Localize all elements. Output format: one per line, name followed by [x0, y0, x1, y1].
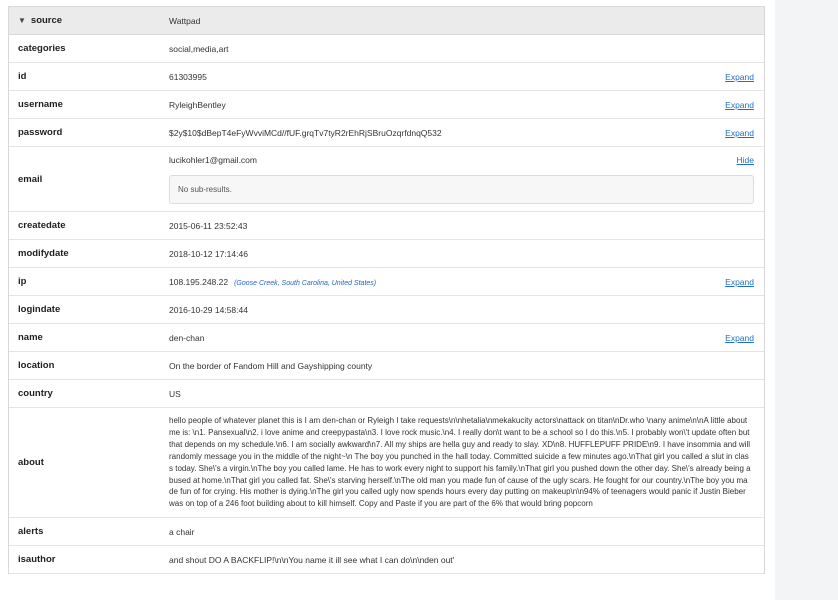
- expand-link[interactable]: Expand: [725, 71, 754, 82]
- field-value: 2016-10-29 14:58:44: [169, 304, 248, 315]
- field-label: id: [18, 71, 27, 82]
- field-value: social,media,art: [169, 43, 229, 54]
- field-label: location: [18, 360, 55, 371]
- field-label: categories: [18, 43, 66, 54]
- field-label: logindate: [18, 304, 61, 315]
- subresults-panel: [169, 175, 754, 204]
- field-value: 61303995: [169, 71, 207, 82]
- field-label: modifydate: [18, 248, 69, 259]
- source-header-row[interactable]: [9, 7, 764, 35]
- row-username: [9, 91, 764, 119]
- row-id: [9, 63, 764, 91]
- record-table: [8, 6, 765, 574]
- source-label: source: [30, 15, 63, 26]
- field-label: name: [18, 332, 43, 343]
- source-key[interactable]: [9, 15, 169, 26]
- hide-link[interactable]: Hide: [736, 154, 754, 165]
- field-value: lucikohler1@gmail.com: [169, 154, 257, 165]
- expand-link[interactable]: Expand: [725, 332, 754, 343]
- email-block: [169, 148, 764, 211]
- expand-link[interactable]: Expand: [725, 99, 754, 110]
- field-label: password: [18, 127, 63, 138]
- field-label: createdate: [18, 220, 66, 231]
- row-modifydate: [9, 240, 764, 268]
- field-value: On the border of Fandom Hill and Gayshipping county: [169, 360, 373, 371]
- field-value: 2015-06-11 23:52:43: [169, 220, 248, 231]
- field-label: username: [18, 99, 63, 110]
- field-value: RyleighBentley: [169, 99, 226, 110]
- row-logindate: [9, 296, 764, 324]
- field-label: email: [18, 173, 43, 185]
- field-value: 108.195.248.22: [169, 276, 229, 287]
- row-createdate: [9, 212, 764, 240]
- row-name: [9, 324, 764, 352]
- field-value: US: [169, 388, 181, 399]
- subresults-text: No sub-results.: [178, 184, 232, 194]
- field-value: 2018-10-12 17:14:46: [169, 248, 248, 259]
- row-about: [9, 408, 764, 518]
- row-country: [9, 380, 764, 408]
- right-gutter: [775, 0, 838, 600]
- collapse-caret-icon[interactable]: ▼: [18, 16, 26, 25]
- row-location: [9, 352, 764, 380]
- source-value: Wattpad: [169, 15, 201, 26]
- row-ip: [9, 268, 764, 296]
- row-password: [9, 119, 764, 147]
- field-value: a chair: [169, 526, 195, 537]
- field-value: den-chan: [169, 332, 205, 343]
- field-label: isauthor: [18, 554, 56, 566]
- row-email: [9, 147, 764, 212]
- expand-link[interactable]: Expand: [725, 276, 754, 287]
- field-label: alerts: [18, 526, 44, 538]
- field-value: and shout DO A BACKFLIP!\n\nYou name it ill see what I can do\n\nden out': [169, 554, 455, 565]
- ip-geolocation: (Goose Creek, South Carolina, United States): [234, 279, 377, 287]
- row-alerts: [9, 518, 764, 546]
- field-label: ip: [18, 276, 27, 287]
- row-isauthor: [9, 546, 764, 574]
- about-text: hello people of whatever planet this is I am den-chan or Ryleigh I take requests\n\nhetalia\nmekakucity actors\nattack on titan\nDr.who \nany anime\n\nA little about me is: \n1. Pansexual\n2. i love anime and creepypasta\n3. I love rock music.\n4. I really don\t want to be a school so I do this.\n5. I probably won\'t update often but that depends on my schedule.\n6. I am socially awkward\n7. All my ships are hella guy and ready to slay. XD\n8. HUFFLEPUFF PRIDE\n9. I have insommia and will randomly message you in the middle of the night~\n The boy you punched in the hall today. Committed suicide a few minutes ago.\nThat girl you called a slut in class today. She\'s a virgin.\nThe boy you called lame. He has to work every night to support his family.\nThat girl you pushed down the other day. She\'s already being abused at home.\nThat girl you called fat. She\'s starving herself.\nThe old man you made fun of cause of the ugly scars. He fought for our country.\nThe boy you made fun of for crying. His mother is dying.\nThe girl you called ugly now spends hours every day putting on makeup\n\n94% of teenagers would panic if Justin Bieber was on top of a 246 foot building about to kill himself. Copy and Paste if you are part of the 6% that would bring popcorn: [169, 416, 751, 509]
- field-value: $2y$10$dBepT4eFyWvviMCd//fUF.grqTv7tyR2rEhRjSBruOzqrfdnqQ532: [169, 127, 442, 138]
- expand-link[interactable]: Expand: [725, 127, 754, 138]
- field-label: country: [18, 388, 53, 399]
- row-categories: [9, 35, 764, 63]
- field-label: about: [18, 457, 44, 469]
